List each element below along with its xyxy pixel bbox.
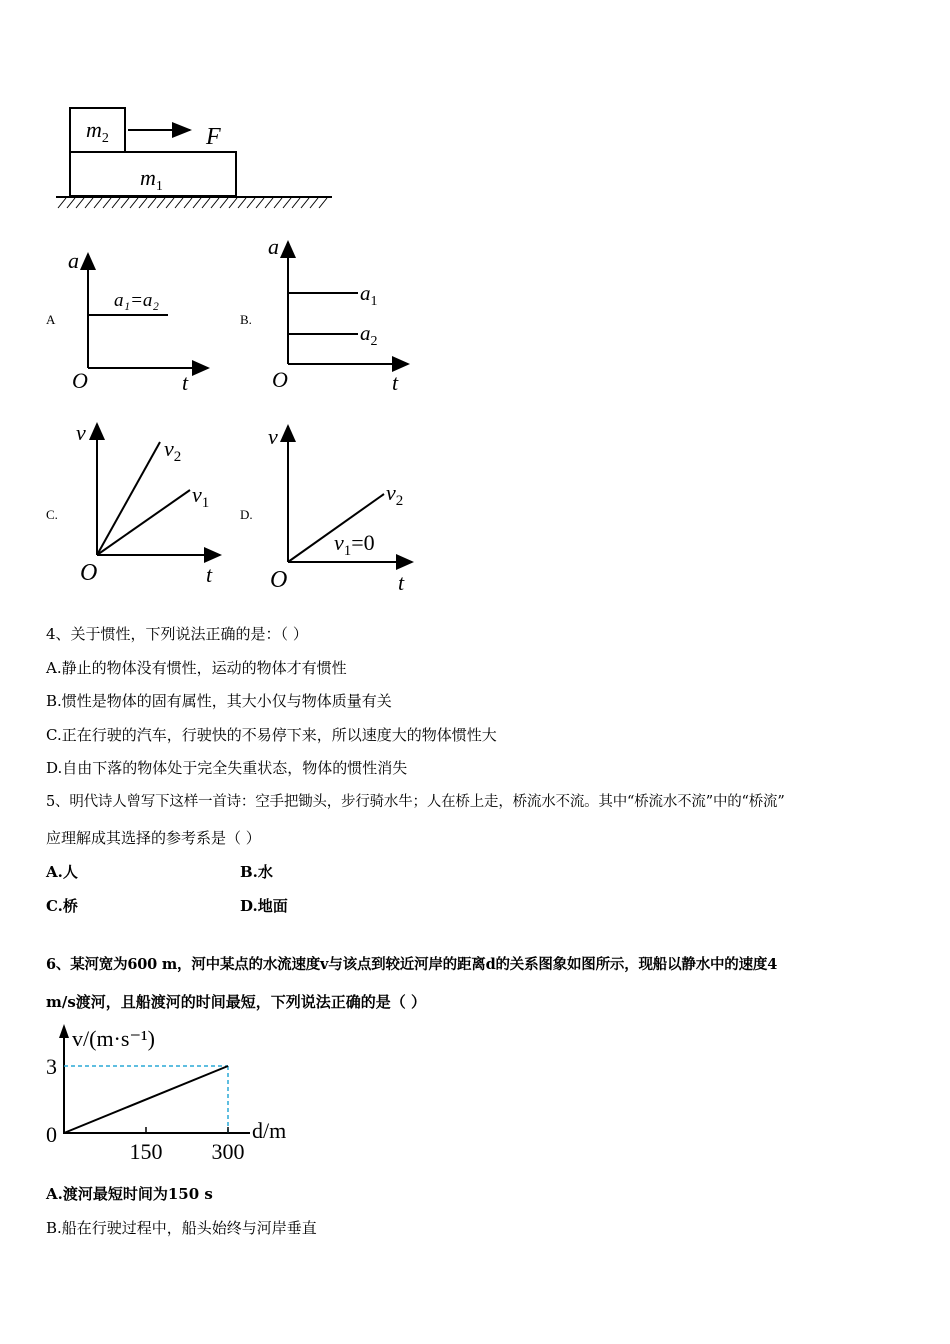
origin-label: O bbox=[72, 368, 88, 393]
y-axis-label: a bbox=[68, 248, 79, 273]
option-c-graph bbox=[70, 418, 235, 588]
chart-x-tick-label: 300 bbox=[211, 1139, 245, 1164]
x-axis-label: t bbox=[206, 562, 213, 587]
q6-option-b[interactable]: B.船在行驶过程中，船头始终与河岸垂直 bbox=[46, 1219, 317, 1237]
q5-option-b[interactable]: B.水 bbox=[240, 863, 273, 881]
x-axis-label: t bbox=[398, 570, 405, 595]
m1-label: $m_1$ bbox=[140, 165, 163, 194]
option-b-graph bbox=[262, 232, 422, 397]
v1-label: $v_1=0$ bbox=[334, 530, 375, 559]
q5-stem-line2: 应理解成其选择的参考系是（ ） bbox=[46, 829, 261, 847]
option-a-graph bbox=[60, 240, 220, 400]
q6-stem-line2: m/s渡河，且船渡河的时间最短，下列说法正确的是（ ） bbox=[46, 993, 427, 1011]
q5-stem-line1: 5、明代诗人曾写下这样一首诗：空手把锄头，步行骑水牛；人在桥上走，桥流水不流。其中“桥流水不流”中的“桥流” bbox=[46, 794, 785, 810]
chart-x-tick-label: 150 bbox=[129, 1139, 163, 1164]
q4-option-a[interactable]: A.静止的物体没有惯性，运动的物体才有惯性 bbox=[46, 659, 347, 677]
option-c-label: C. bbox=[46, 507, 58, 522]
x-axis-label: t bbox=[182, 370, 189, 395]
y-axis-label: v bbox=[76, 420, 86, 445]
y-axis-label: v bbox=[268, 424, 278, 449]
river-velocity-chart bbox=[40, 1020, 310, 1170]
chart-y-label: v/(m·s⁻¹) bbox=[72, 1026, 155, 1051]
q5-option-d[interactable]: D.地面 bbox=[240, 897, 288, 915]
q6-option-a[interactable] bbox=[46, 1184, 213, 1204]
ground-hatch bbox=[58, 198, 327, 208]
chart-origin-label: 0 bbox=[46, 1122, 57, 1147]
v2-label: $v_2$ bbox=[164, 436, 182, 465]
v1-curve bbox=[97, 490, 190, 555]
origin-label: O bbox=[272, 367, 288, 392]
option-b-label: B. bbox=[240, 312, 252, 327]
origin-label: O bbox=[80, 560, 98, 586]
q6-stem-line1: 6、某河宽为600 m，河中某点的水流速度v与该点到较近河岸的距离d的关系图象如图所示，现船以静水中的速度4 bbox=[46, 956, 778, 973]
x-axis-label: t bbox=[392, 370, 399, 395]
y-axis-label: a bbox=[268, 234, 279, 259]
blocks-figure bbox=[50, 100, 350, 215]
q6-option-a-text: A.渡河最短时间为150 s bbox=[46, 1185, 213, 1203]
v2-curve bbox=[97, 442, 160, 555]
v2-label: $v_2$ bbox=[386, 480, 404, 509]
origin-label: O bbox=[270, 567, 288, 593]
option-d-label: D. bbox=[240, 507, 253, 522]
m2-label: $m_2$ bbox=[86, 117, 109, 146]
option-a-label: A bbox=[46, 312, 56, 327]
q5-option-c[interactable]: C.桥 bbox=[46, 897, 78, 915]
q4-option-d[interactable]: D.自由下落的物体处于完全失重状态，物体的惯性消失 bbox=[46, 759, 408, 777]
force-label: F bbox=[206, 124, 221, 150]
q4-option-b[interactable]: B.惯性是物体的固有属性，其大小仅与物体质量有关 bbox=[46, 692, 392, 710]
a1-label: $a_1$ bbox=[360, 281, 378, 309]
chart-y-arrow bbox=[59, 1024, 69, 1038]
curve-label: a₁=a₂ bbox=[114, 290, 160, 311]
q5-option-a[interactable]: A.人 bbox=[46, 863, 78, 881]
q4-stem: 4、关于惯性，下列说法正确的是：（ ） bbox=[46, 625, 308, 643]
option-d-graph bbox=[262, 420, 427, 595]
chart-x-label: d/m bbox=[252, 1118, 287, 1143]
chart-y-tick-label: 3 bbox=[46, 1054, 57, 1079]
chart-series-line bbox=[64, 1066, 228, 1133]
q4-option-c[interactable]: C.正在行驶的汽车，行驶快的不易停下来，所以速度大的物体惯性大 bbox=[46, 726, 497, 744]
v1-label: $v_1$ bbox=[192, 482, 210, 511]
a2-label: $a_2$ bbox=[360, 321, 378, 349]
